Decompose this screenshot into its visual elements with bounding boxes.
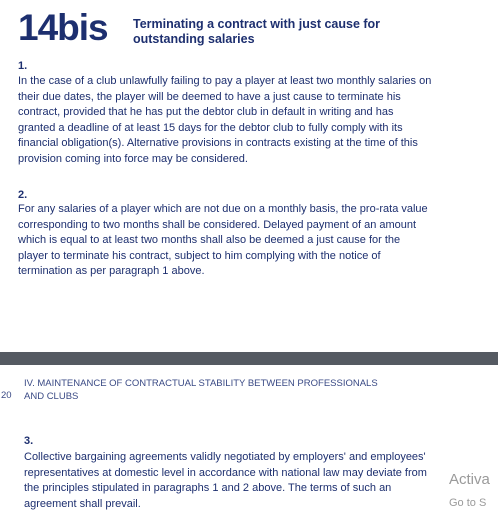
article-title: Terminating a contract with just cause for outstanding salaries — [133, 17, 381, 46]
paragraph-3-text: Collective bargaining agreements validly negotiated by employers' and employees' representatives at domestic level in accordance with national law may deviate from the principles stipulated in paragraphs 1 and 2 above. The terms of such an agreement shall prevail. — [24, 451, 427, 510]
page-number: 20 — [1, 390, 12, 401]
paragraph-2-number: 2. — [18, 189, 28, 201]
paragraph-1-number: 1. — [18, 60, 28, 72]
activate-windows-watermark-subtitle: Go to S — [449, 497, 487, 509]
activate-windows-watermark-title: Activa — [449, 471, 490, 488]
section-heading: IV. MAINTENANCE OF CONTRACTUAL STABILITY BETWEEN PROFESSIONALS AND CLUBS — [24, 378, 378, 402]
page-separator — [0, 352, 498, 365]
paragraph-3-number: 3. — [24, 435, 34, 447]
document-page-bottom — [0, 365, 498, 531]
paragraph-2-text: For any salaries of a player which are not due on a monthly basis, the pro-rata value corresponding to two months shall be considered. Delayed payment of an amount which is equal to at least two months shall also be deemed a just cause for the player to terminate his contract, subject to him complying with the notice of termination as per paragraph 1 above. — [18, 203, 428, 278]
article-number: 14bis — [18, 7, 108, 48]
paragraph-1-text: In the case of a club unlawfully failing to pay a player at least two monthly salaries on their due dates, the player will be deemed to have a just cause to terminate his contract, provided that he has put the debtor club in default in writing and has granted a deadline of at least 15 days for the debtor club to fully comply with its financial obligation(s). Alternative provisions in contracts existing at the time of this provision coming into force may be considered. — [18, 75, 432, 165]
